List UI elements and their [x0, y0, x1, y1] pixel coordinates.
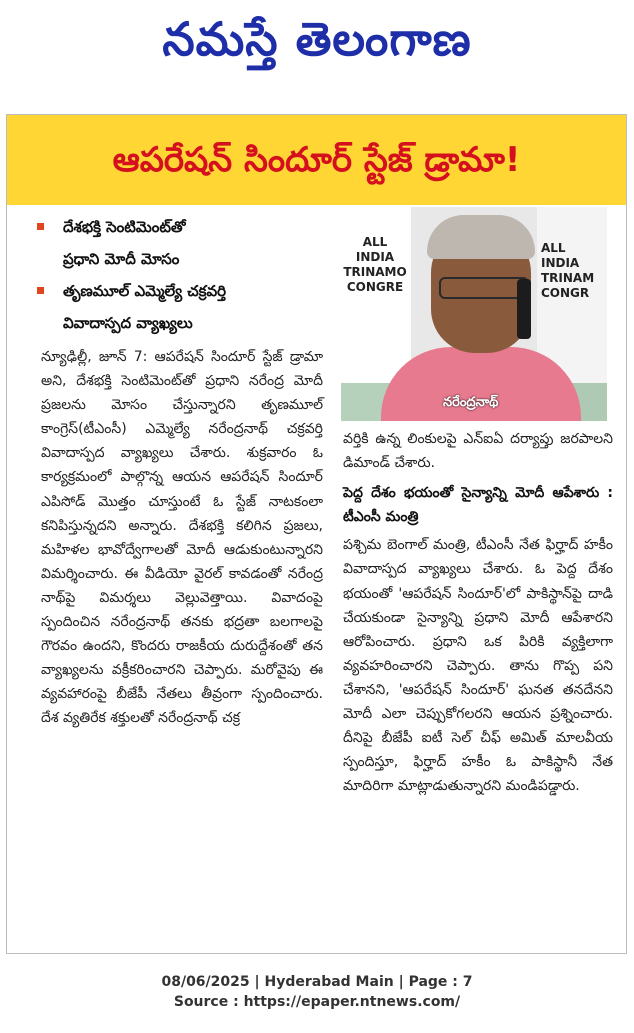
- news-clipping: [6, 114, 627, 954]
- bullet-line: దేశభక్తి సెంటిమెంట్‌తో: [63, 218, 186, 236]
- photo-banner-left: ALL INDIA TRINAMO CONGRE: [343, 235, 407, 294]
- phone-icon: [517, 279, 531, 339]
- bullet-line: వివాదాస్పద వ్యాఖ్యలు: [63, 314, 193, 332]
- footer-date-edition: 08/06/2025 | Hyderabad Main | Page : 7: [161, 974, 473, 990]
- article-body-left: న్యూఢిల్లీ, జూన్ 7: ఆపరేషన్ సిందూర్ స్టేజ్ డ్రామా అని, దేశభక్తి సెంటిమెంట్‌తో ప్రధాని నరేంద్ర మోదీ ప్రజలను మోసం చేస్తున్నారని తృణమూల్ కాంగ్రెస్(టీఎంసీ) ఎమ్మెల్యే నరేంద్రనాథ్ చక్రవర్తి వివాదాస్పద వ్యాఖ్యలు చేశారు. శుక్రవారం ఓ కార్యక్రమంలో పాల్గొన్న ఆయన ఆపరేషన్ సిందూర్ ఎపిసోడ్ మొత్తం చూస్తుంటే ఓ స్టేజ్ నాటకంలా కనిపిస్తున్నదని అన్నారు. దేశభక్తి కలిగిన ప్రజలు, మహిళల భావోద్వేగాలతో మోదీ ఆడుకుంటున్నారని విమర్శించారు. ఈ వీడియో వైరల్ కావడంతో నరేంద్ర నాథ్‌పై విమర్శలు వెల్లువెత్తాయి. వివాదంపై స్పందించిన నరేంద్రనాథ్ తనకు భద్రతా బలగాలపై గౌరవం ఉందని, కొందరు రాజకీయ దురుద్దేశంతో తన వ్యాఖ్యలను వక్రీకరించారని చెప్పారు. మరోవైపు ఈ వ్యవహారంపై బీజేపీ నేతలు తీవ్రంగా స్పందించారు. దేశ వ్యతిరేక శక్తులతో నరేంద్రనాథ్ చక్ర: [41, 349, 323, 727]
- right-column-intro: వర్తికి ఉన్న లింకులపై ఎన్ఐఏ దర్యాప్తు జరపాలని డిమాండ్ చేశారు.: [343, 431, 613, 472]
- right-column-text: పశ్చిమ బెంగాల్ మంత్రి, టీఎంసీ నేత ఫిర్హాద్ హకీం వివాదాస్పద వ్యాఖ్యలు చేశారు. ఓ పెద్ద దేశం భయంతో 'ఆపరేషన్ సిందూర్'లో పాకిస్థాన్‌పై దాడి చేయకుండా సైన్యాన్ని ప్రధాని మోదీ ఆపేశారని ఆరోపించారు. ప్రధాని ఒక పిరికి వ్యక్తిలాగా వ్యవహరించారని చెప్పారు. తాను గొప్ప పని చేశానని, 'ఆపరేషన్ సిందూర్' ఘనత తనదేనని మోదీ ఎలా చెప్పుకోగలరని ఆయన ప్రశ్నించారు. దీనిపై బీజేపీ ఐటీ సెల్ చీఫ్ అమిత్ మాలవీయ స్పందిస్తూ, ఫిర్హాద్ హకీం ఓ పాకిస్థానీ నేత మాదిరిగా మాట్లాడుతున్నారని మండిపడ్డారు.: [343, 537, 613, 795]
- bullet-item: [37, 211, 327, 275]
- bullet-item: [37, 275, 327, 339]
- person-glasses: [439, 277, 529, 299]
- bullet-square-icon: [37, 287, 44, 294]
- bullet-line: తృణమూల్ ఎమ్మెల్యే చక్రవర్తి: [63, 282, 227, 300]
- bullet-line: ప్రధాని మోదీ మోసం: [63, 250, 180, 268]
- photo-caption: నరేంద్రనాథ్: [443, 395, 499, 410]
- bullet-list: [37, 211, 327, 339]
- masthead-title: నమస్తే తెలంగాణ: [162, 12, 472, 66]
- article-photo: [341, 207, 607, 421]
- article-subheading: పెద్ద దేశం భయంతో సైన్యాన్ని మోదీ ఆపేశారు : టీఎంసీ మంత్రి: [343, 485, 613, 526]
- bullet-square-icon: [37, 223, 44, 230]
- footer-source: Source : https://epaper.ntnews.com/: [173, 994, 461, 1010]
- article-body-right: [343, 427, 613, 804]
- person-hair: [427, 215, 535, 259]
- article-headline: ఆపరేషన్ సిందూర్ స్టేజ్ డ్రామా!: [7, 115, 626, 205]
- photo-banner-right: ALL INDIA TRINAM CONGR: [541, 241, 595, 300]
